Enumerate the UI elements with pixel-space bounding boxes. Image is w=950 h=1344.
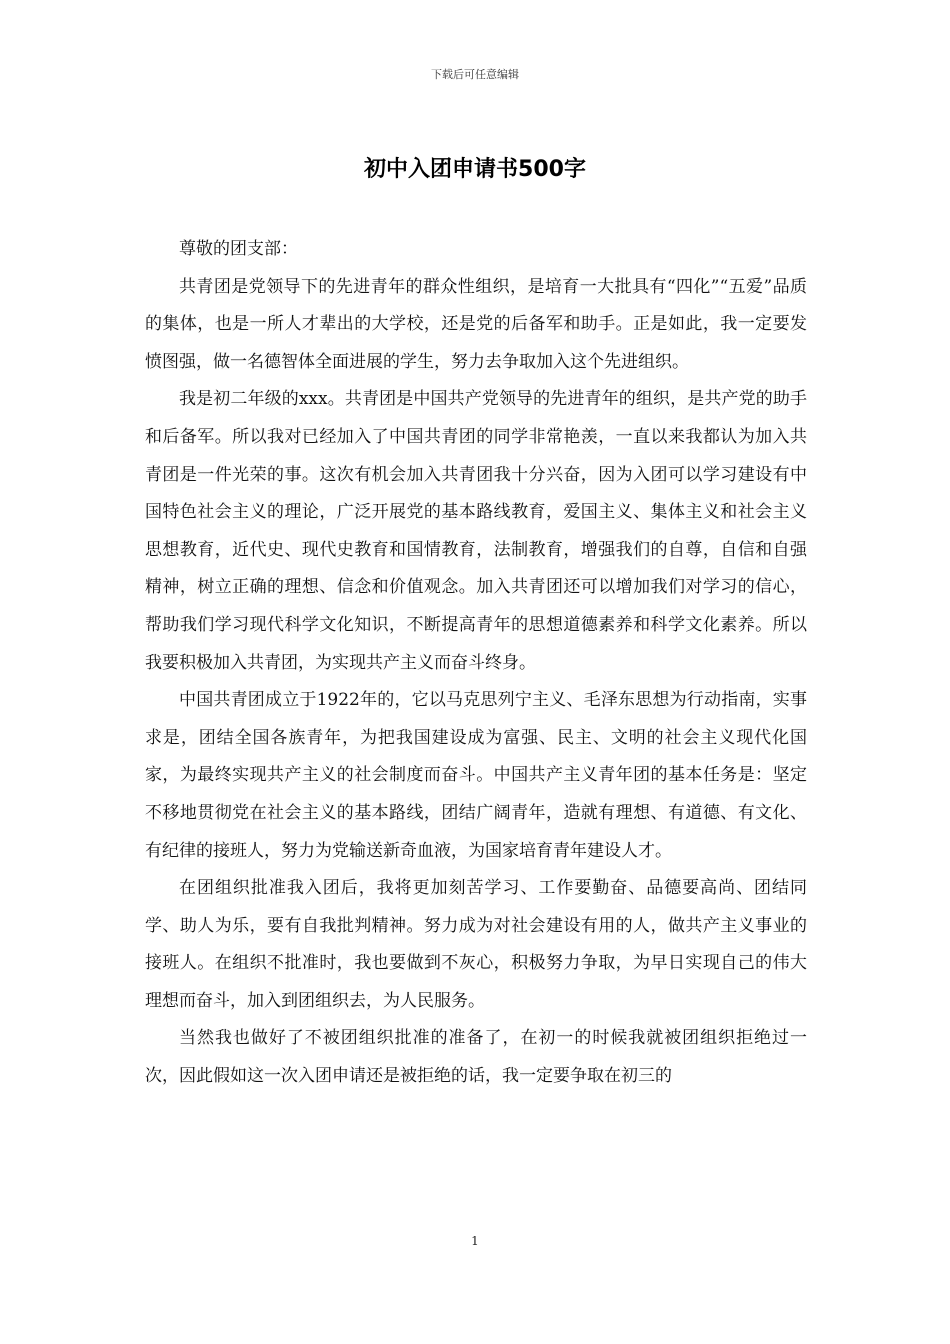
header-note: 下载后可任意编辑 <box>431 68 519 81</box>
paragraph-1: 共青团是党领导下的先进青年的群众性组织，是培育一大批具有“四化”“五爱”品质的集体，也是一所人才辈出的大学校，还是党的后备军和助手。正是如此，我一定要发愤图强，做一名德智体全面进展的学生，努力去争取加入这个先进组织。 <box>145 276 807 372</box>
salutation: 尊敬的团支部： <box>179 239 298 259</box>
paragraph-2: 我是初二年级的xxx。共青团是中国共产党领导的先进青年的组织，是共产党的助手和后备军。所以我对已经加入了中国共青团的同学非常艳羡，一直以来我都认为加入共青团是一件光荣的事。这次有机会加入共青团我十分兴奋，因为入团可以学习建设有中国特色社会主义的理论，广泛开展党的基本路线教育，爱国主义、集体主义和社会主义思想教育，近代史、现代史教育和国情教育，法制教育，增强我们的自尊，自信和自强精神，树立正确的理想、信念和价值观念。加入共青团还可以增加我们对学习的信心，帮助我们学习现代科学文化知识，不断提高青年的思想道德素养和科学文化素养。所以我要积极加入共青团，为实现共产主义而奋斗终身。 <box>145 389 807 673</box>
document-title: 初中入团申请书500字 <box>364 157 586 182</box>
document-body <box>145 231 807 1096</box>
paragraph-4: 在团组织批准我入团后，我将更加刻苦学习、工作要勤奋、品德要高尚、团结同学、助人为乐，要有自我批判精神。努力成为对社会建设有用的人，做共产主义事业的接班人。在组织不批准时，我也要做到不灰心，积极努力争取，为早日实现自己的伟大理想而奋斗，加入到团组织去，为人民服务。 <box>145 878 807 1011</box>
paragraph-5: 当然我也做好了不被团组织批准的准备了，在初一的时候我就被团组织拒绝过一次，因此假如这一次入团申请还是被拒绝的话，我一定要争取在初三的 <box>145 1028 807 1087</box>
page-number: 1 <box>471 1234 479 1248</box>
paragraph-3: 中国共青团成立于1922年的，它以马克思列宁主义、毛泽东思想为行动指南，实事求是，团结全国各族青年，为把我国建设成为富强、民主、文明的社会主义现代化国家，为最终实现共产主义的社会制度而奋斗。中国共产主义青年团的基本任务是：坚定不移地贯彻党在社会主义的基本路线，团结广阔青年，造就有理想、有道德、有文化、有纪律的接班人，努力为党输送新奇血液，为国家培育青年建设人才。 <box>145 690 807 861</box>
